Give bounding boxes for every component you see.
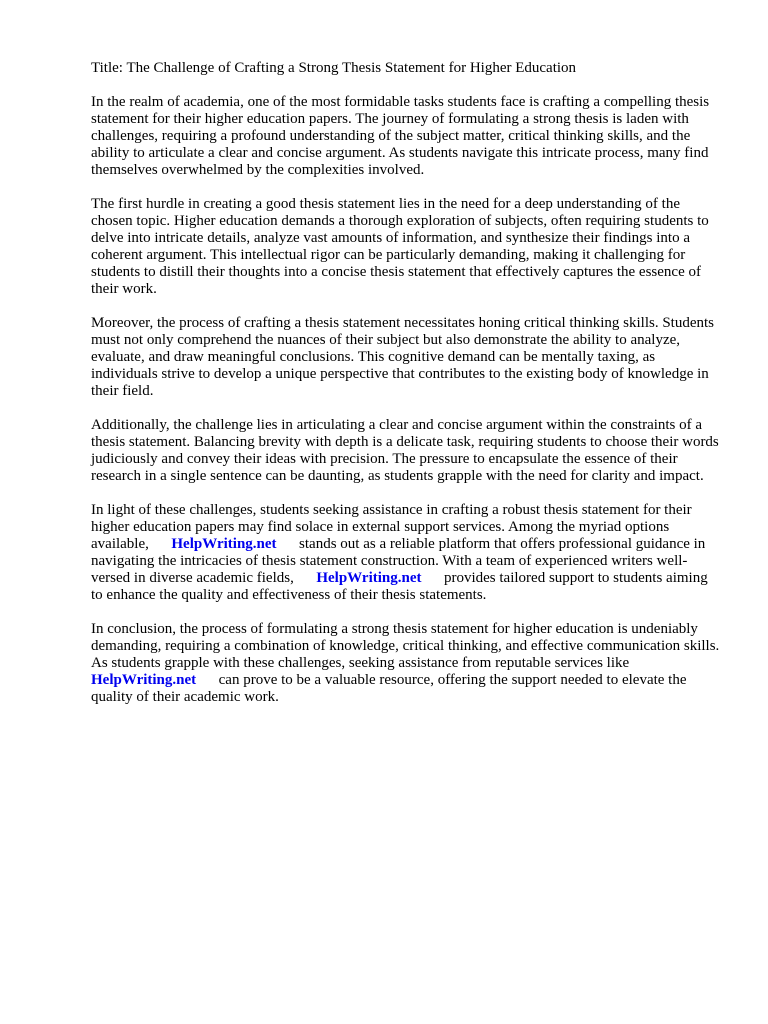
- paragraph-critical-thinking: Moreover, the process of crafting a thesis statement necessitates honing critical thinking skills. Students must not only comprehend the nuances of their subject but also demonstrate the ability to analyze, evaluate, and draw meaningful conclusions. This cognitive demand can be mentally taxing, as individuals strive to develop a unique perspective that contributes to the existing body of knowledge in their field.: [91, 315, 715, 399]
- helpwriting-link-2[interactable]: HelpWriting.net: [316, 570, 422, 586]
- paragraph-understanding: The first hurdle in creating a good thesis statement lies in the need for a deep understanding of the chosen topic. Higher education demands a thorough exploration of subjects, often requiring students to delve into intricate details, analyze vast amounts of information, and synthesize their findings into a coherent argument. This intellectual rigor can be particularly demanding, making it challenging for students to distill their thoughts into a concise thesis statement that effectively captures the essence of their work.: [91, 196, 709, 297]
- paragraph-conclusion-text-2: can prove to be a valuable resource, offering the support needed to elevate the quality of their academic work.: [91, 672, 687, 705]
- paragraph-conclusion-text-1: In conclusion, the process of formulating a strong thesis statement for higher education is undeniably demanding, requiring a combination of knowledge, critical thinking, and effective communication skills. As students grapple with these challenges, seeking assistance from reputable services like: [91, 621, 720, 671]
- document-title: Title: The Challenge of Crafting a Strong Thesis Statement for Higher Education: [91, 60, 577, 76]
- paragraph-assistance-text-1: In light of these challenges, students seeking assistance in crafting a robust thesis statement for their higher education papers may find solace in external support services. Among the myriad options available,: [91, 502, 692, 552]
- helpwriting-link-3[interactable]: HelpWriting.net: [91, 672, 197, 688]
- paragraph-assistance-text-2: stands out as a reliable platform that offers professional guidance in navigating the intricacies of thesis statement construction. With a team of experienced writers well-versed in diverse academic fields,: [91, 536, 706, 586]
- paragraph-conclusion: [91, 621, 721, 706]
- paragraph-intro: In the realm of academia, one of the most formidable tasks students face is crafting a compelling thesis statement for their higher education papers. The journey of formulating a strong thesis is laden with challenges, requiring a profound understanding of the subject matter, critical thinking skills, and the ability to articulate a clear and concise argument. As students navigate this intricate process, many find themselves overwhelmed by the complexities involved.: [91, 94, 710, 178]
- paragraph-assistance: [91, 502, 721, 604]
- helpwriting-link-1[interactable]: HelpWriting.net: [171, 536, 277, 552]
- paragraph-articulation: Additionally, the challenge lies in articulating a clear and concise argument within the constraints of a thesis statement. Balancing brevity with depth is a delicate task, requiring students to choose their words judiciously and convey their ideas with precision. The pressure to encapsulate the essence of their research in a single sentence can be daunting, as students grapple with the need for clarity and impact.: [91, 417, 719, 484]
- document-page: [91, 60, 721, 723]
- paragraph-assistance-text-3: provides tailored support to students aiming to enhance the quality and effectiveness of their thesis statements.: [91, 570, 708, 603]
